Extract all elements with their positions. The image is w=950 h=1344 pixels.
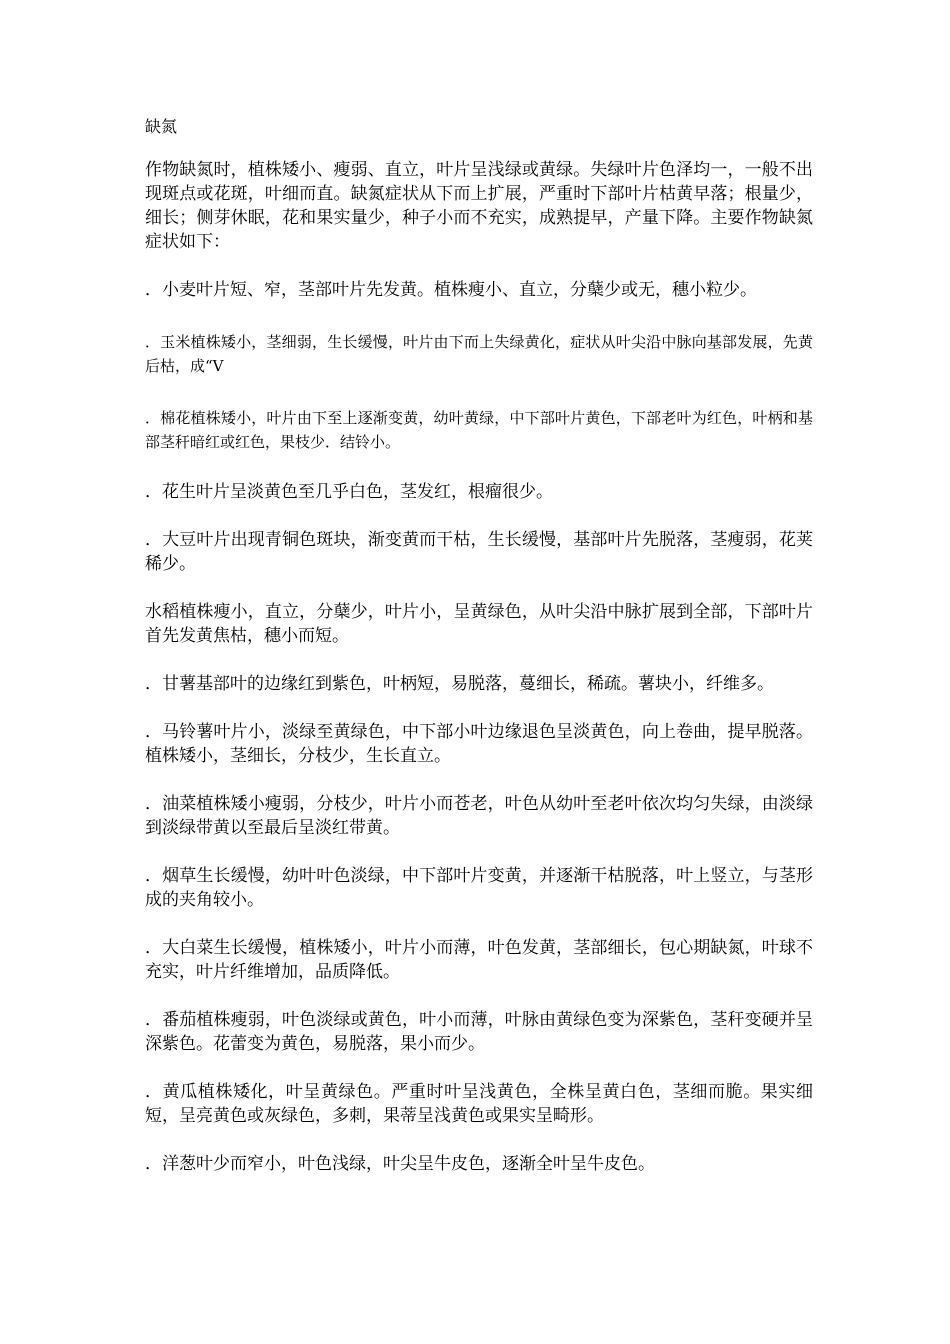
document-title: 缺氮	[145, 117, 178, 136]
item-corn: ．玉米植株矮小，茎细弱，生长缓慢，叶片由下而上失绿黄化，症状从叶尖沿中脉向基部发展，先黄后枯，成“V	[145, 333, 813, 375]
item-peanut: ．花生叶片呈淡黄色至几乎白色，茎发红，根瘤很少。	[145, 482, 553, 502]
item-onion: ．洋葱叶少而窄小，叶色浅绿，叶尖呈牛皮色，逐渐全叶呈牛皮色。	[145, 1154, 655, 1174]
item-rice: 水稻植株瘦小，直立，分蘖少，叶片小，呈黄绿色，从叶尖沿中脉扩展到全部，下部叶片首先发黄焦枯，穗小而短。	[145, 602, 813, 646]
item-tobacco: ．烟草生长缓慢，幼叶叶色淡绿，中下部叶片变黄，并逐渐干枯脱落，叶上竖立，与茎形成的夹角较小。	[145, 866, 813, 910]
item-soybean: ．大豆叶片出现青铜色斑块，渐变黄而干枯，生长缓慢，基部叶片先脱落，茎瘦弱，花荚稀少。	[145, 530, 813, 574]
item-tomato: ．番茄植株瘦弱，叶色淡绿或黄色，叶小而薄，叶脉由黄绿色变为深紫色，茎秆变硬并呈深紫色。花蕾变为黄色，易脱落，果小而少。	[145, 1010, 813, 1054]
document-page	[145, 116, 813, 1176]
item-potato: ．马铃薯叶片小，淡绿至黄绿色，中下部小叶边缘退色呈淡黄色，向上卷曲，提早脱落。植株矮小，茎细长，分枝少，生长直立。	[145, 722, 813, 766]
item-wheat: ．小麦叶片短、窄，茎部叶片先发黄。植株瘦小、直立，分蘖少或无，穗小粒少。	[145, 280, 757, 300]
item-cotton: ．棉花植株矮小，叶片由下至上逐渐变黄，幼叶黄绿，中下部叶片黄色，下部老叶为红色，叶柄和基部茎秆暗红或红色，果枝少．结铃小。	[145, 409, 813, 451]
item-sweet-potato: ．甘薯基部叶的边缘红到紫色，叶柄短，易脱落，蔓细长，稀疏。薯块小，纤维多。	[145, 674, 774, 694]
intro-paragraph: 作物缺氮时，植株矮小、瘦弱、直立，叶片呈浅绿或黄绿。失绿叶片色泽均一，一般不出现斑点或花斑，叶细而直。缺氮症状从下而上扩展，严重时下部叶片枯黄早落；根量少，细长；侧芽休眠，花和果实量少，种子小而不充实，成熟提早，产量下降。主要作物缺氮症状如下：	[145, 160, 813, 252]
item-chinese-cabbage: ．大白菜生长缓慢，植株矮小，叶片小而薄，叶色发黄，茎部细长，包心期缺氮，叶球不充实，叶片纤维增加，品质降低。	[145, 938, 813, 982]
item-cucumber: ．黄瓜植株矮化，叶呈黄绿色。严重时叶呈浅黄色，全株呈黄白色，茎细而脆。果实细短，呈亮黄色或灰绿色，多刺，果蒂呈浅黄色或果实呈畸形。	[145, 1082, 813, 1126]
item-rapeseed: ．油菜植株矮小瘦弱，分枝少，叶片小而苍老，叶色从幼叶至老叶依次均匀失绿，由淡绿到淡绿带黄以至最后呈淡红带黄。	[145, 794, 813, 838]
